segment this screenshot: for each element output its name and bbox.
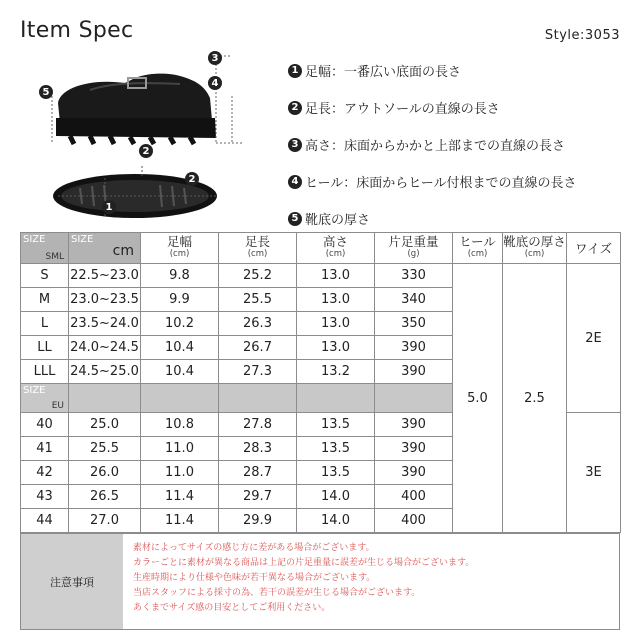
legend-text: 高さ：床面からかかと上部までの直線の長さ (305, 139, 566, 154)
size-cell: 42 (21, 461, 69, 485)
length-cell: 27.3 (219, 360, 297, 384)
col-heel: ヒール (cm) (453, 233, 503, 264)
weight-cell: 340 (375, 288, 453, 312)
length-cell: 29.9 (219, 509, 297, 533)
height-cell: 13.5 (297, 461, 375, 485)
size-cell: LL (21, 336, 69, 360)
length-cell: 27.8 (219, 413, 297, 437)
size-cell: 41 (21, 437, 69, 461)
length-cell: 26.3 (219, 312, 297, 336)
table-row (21, 264, 621, 288)
notes-heading: 注意事項 (21, 534, 123, 629)
table-header-row (21, 233, 621, 264)
note-line: あくまでサイズ感の目安としてご利用ください。 (133, 603, 331, 613)
notes-list (123, 534, 619, 629)
col-wise: ワイズ (567, 233, 621, 264)
legend-item (288, 52, 628, 89)
range-cell: 23.0~23.5 (69, 288, 141, 312)
size-cell: 40 (21, 413, 69, 437)
width-cell: 9.9 (141, 288, 219, 312)
legend-text: 足幅：一番広い底面の長さ (305, 65, 462, 80)
weight-cell: 390 (375, 461, 453, 485)
marker-2-right: 2 (185, 172, 199, 186)
col-weight: 片足重量 (g) (375, 233, 453, 264)
width-cell: 9.8 (141, 264, 219, 288)
note-line: 素材によってサイズの感じ方に差がある場合がございます。 (133, 543, 375, 553)
corner-cm: SIZE cm (69, 233, 141, 264)
corner-eu: SIZE EU (21, 384, 69, 413)
range-cell: 25.5 (69, 437, 141, 461)
length-cell: 25.5 (219, 288, 297, 312)
style-code: Style:3053 (544, 28, 620, 43)
page-title: Item Spec (20, 18, 134, 43)
size-cell: L (21, 312, 69, 336)
range-cell: 26.5 (69, 485, 141, 509)
marker-4: 4 (208, 76, 222, 90)
size-cell: M (21, 288, 69, 312)
length-cell: 26.7 (219, 336, 297, 360)
eu-band-cell (141, 384, 219, 413)
weight-cell: 390 (375, 336, 453, 360)
col-width: 足幅 (cm) (141, 233, 219, 264)
length-cell: 28.3 (219, 437, 297, 461)
heel-cell: 5.0 (453, 264, 503, 533)
legend-item (288, 163, 628, 200)
width-cell: 10.8 (141, 413, 219, 437)
eu-band-cell (219, 384, 297, 413)
legend-item (288, 89, 628, 126)
legend-number: 5 (288, 212, 302, 226)
height-cell: 13.0 (297, 264, 375, 288)
eu-band-cell (375, 384, 453, 413)
marker-2-top: 2 (139, 144, 153, 158)
length-cell: 25.2 (219, 264, 297, 288)
weight-cell: 350 (375, 312, 453, 336)
size-spec-table (20, 232, 621, 533)
range-cell: 27.0 (69, 509, 141, 533)
weight-cell: 400 (375, 509, 453, 533)
size-cell: LLL (21, 360, 69, 384)
col-sole: 靴底の厚さ (cm) (503, 233, 567, 264)
col-height: 高さ (cm) (297, 233, 375, 264)
weight-cell: 330 (375, 264, 453, 288)
width-cell: 11.0 (141, 461, 219, 485)
size-cell: 44 (21, 509, 69, 533)
height-cell: 13.5 (297, 413, 375, 437)
shoe-diagram (30, 48, 260, 223)
note-line: 生産時期により仕様や色味が若干異なる場合がございます。 (133, 573, 376, 583)
weight-cell: 390 (375, 360, 453, 384)
legend-number: 4 (288, 175, 302, 189)
marker-1: 1 (102, 200, 116, 214)
wise-sml-cell: 2E (567, 264, 621, 413)
height-cell: 13.0 (297, 312, 375, 336)
sole-cell: 2.5 (503, 264, 567, 533)
legend-number: 1 (288, 64, 302, 78)
height-cell: 13.0 (297, 336, 375, 360)
length-cell: 29.7 (219, 485, 297, 509)
size-cell: 43 (21, 485, 69, 509)
height-cell: 13.0 (297, 288, 375, 312)
length-cell: 28.7 (219, 461, 297, 485)
weight-cell: 390 (375, 413, 453, 437)
marker-3: 3 (208, 51, 222, 65)
marker-5: 5 (39, 85, 53, 99)
notes-box (20, 533, 620, 630)
range-cell: 23.5~24.0 (69, 312, 141, 336)
col-length: 足長 (cm) (219, 233, 297, 264)
size-cell: S (21, 264, 69, 288)
wise-eu-cell: 3E (567, 413, 621, 533)
legend-number: 3 (288, 138, 302, 152)
legend-text: 靴底の厚さ (305, 213, 371, 228)
range-cell: 24.0~24.5 (69, 336, 141, 360)
height-cell: 14.0 (297, 485, 375, 509)
note-line: 当店スタッフによる採寸の為、若干の誤差が生じる場合がございます。 (133, 588, 421, 598)
height-cell: 13.5 (297, 437, 375, 461)
eu-band-cell (297, 384, 375, 413)
width-cell: 10.2 (141, 312, 219, 336)
range-cell: 22.5~23.0 (69, 264, 141, 288)
width-cell: 11.4 (141, 509, 219, 533)
corner-sml: SIZE SML (21, 233, 69, 264)
weight-cell: 390 (375, 437, 453, 461)
legend-text: 足長：アウトソールの直線の長さ (305, 102, 500, 117)
measurement-legend (288, 52, 628, 237)
height-cell: 14.0 (297, 509, 375, 533)
legend-number: 2 (288, 101, 302, 115)
width-cell: 10.4 (141, 336, 219, 360)
width-cell: 11.4 (141, 485, 219, 509)
eu-band-cell (69, 384, 141, 413)
width-cell: 11.0 (141, 437, 219, 461)
range-cell: 26.0 (69, 461, 141, 485)
note-line: カラーごとに素材が異なる商品は上記の片足重量に誤差が生じる場合がございます。 (133, 558, 475, 568)
range-cell: 25.0 (69, 413, 141, 437)
legend-item (288, 126, 628, 163)
range-cell: 24.5~25.0 (69, 360, 141, 384)
shoe-illustration (30, 48, 260, 223)
legend-text: ヒール：床面からヒール付根までの直線の長さ (305, 176, 577, 191)
width-cell: 10.4 (141, 360, 219, 384)
height-cell: 13.2 (297, 360, 375, 384)
weight-cell: 400 (375, 485, 453, 509)
